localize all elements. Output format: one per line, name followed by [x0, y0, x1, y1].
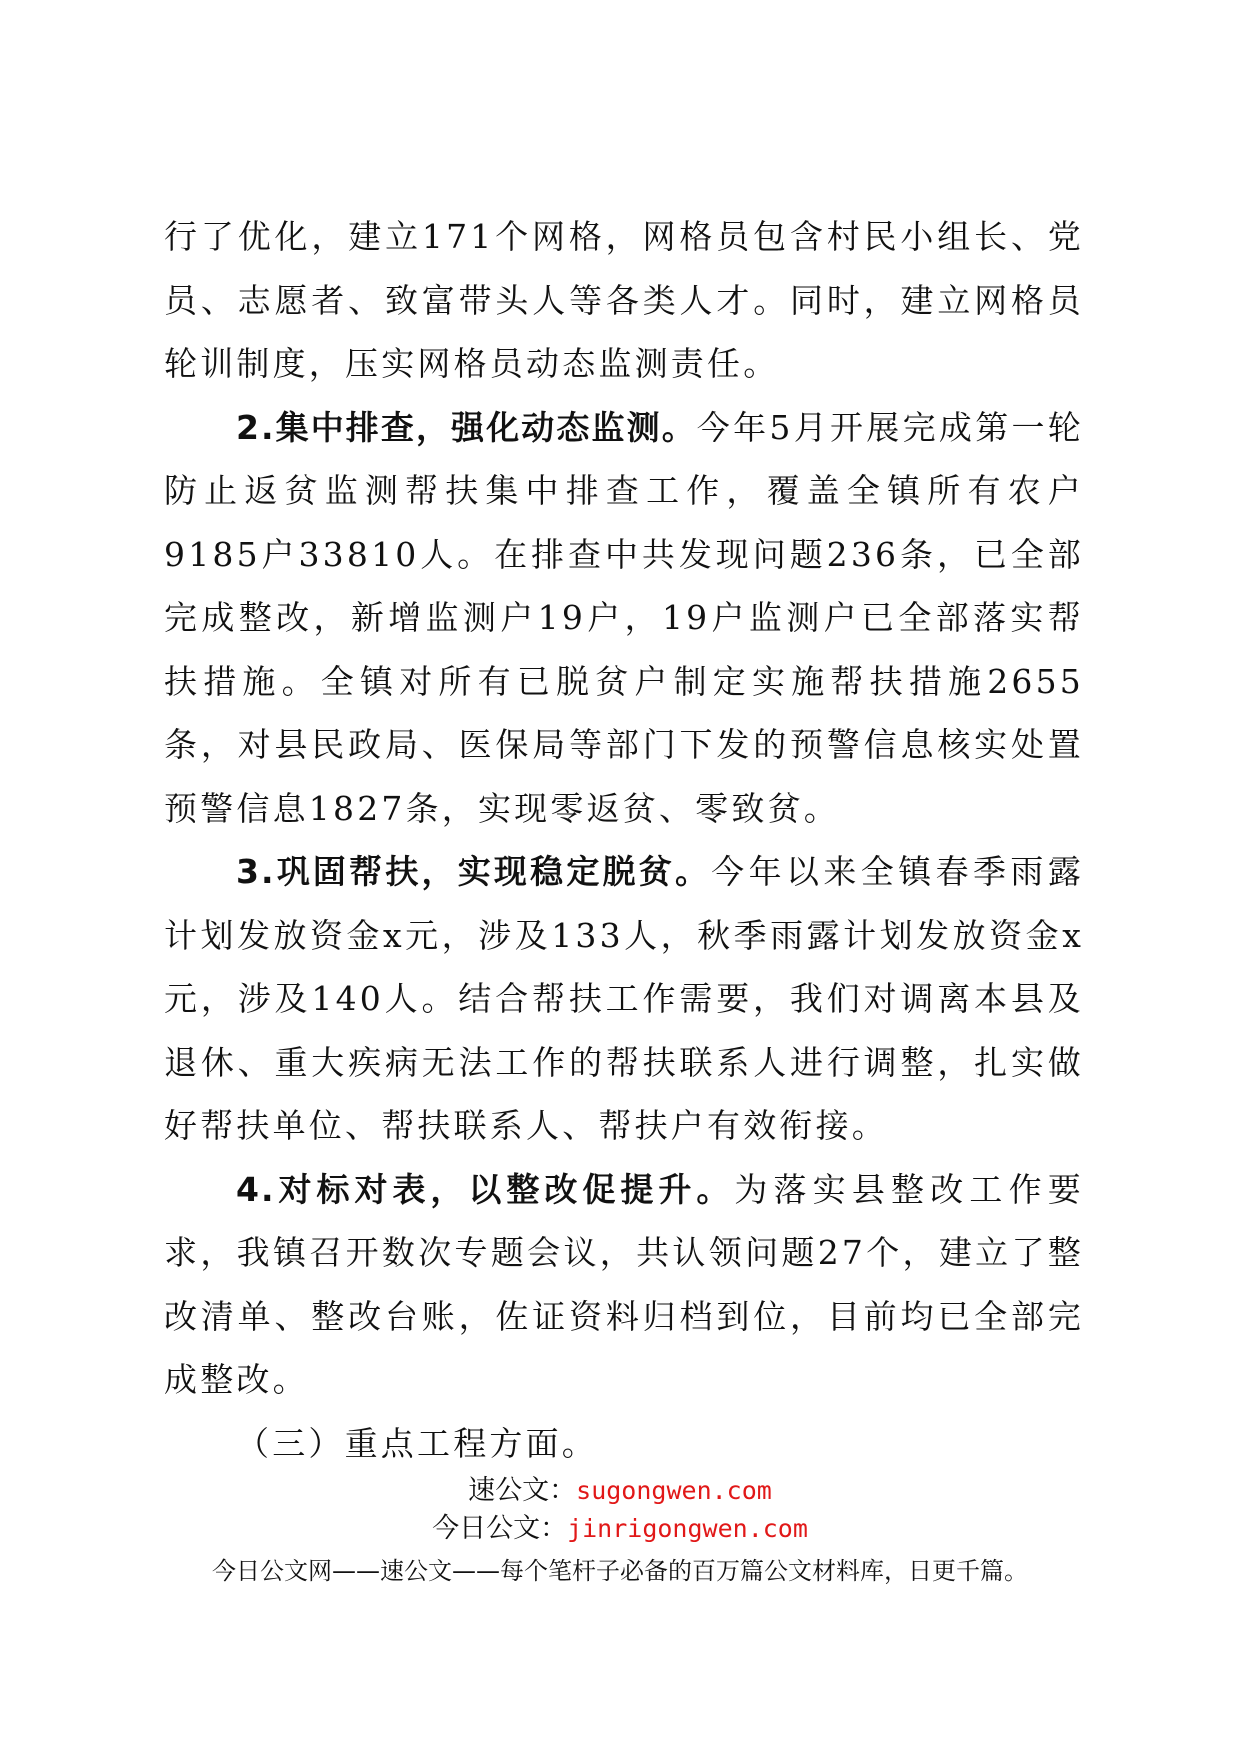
footer-label: 今日公文： [432, 1513, 568, 1544]
paragraph-text: 行了优化，建立171个网格，网格员包含村民小组长、党员、志愿者、致富带头人等各类人才。同时，建立网格员轮训制度，压实网格员动态监测责任。 [164, 217, 1084, 383]
paragraph-consolidate-assistance [164, 840, 1084, 1158]
footer-link-sugongwen[interactable]: sugongwen.com [576, 1476, 772, 1505]
paragraph-text: 为落实县整改工作要求，我镇召开数次专题会议，共认领问题27个，建立了整改清单、整改台账，佐证资料归档到位，目前均已全部完成整改。 [164, 1169, 1084, 1399]
footer-link-jinrigongwen[interactable]: jinrigongwen.com [567, 1514, 808, 1543]
paragraph-centralized-screening [164, 396, 1084, 841]
paragraph-heading: 4.对标对表，以整改促提升。 [236, 1169, 735, 1209]
footer-line-sugongwen [0, 1472, 1240, 1510]
document-body [164, 205, 1084, 1475]
footer-label: 速公文： [468, 1475, 577, 1506]
watermark-footer [0, 1472, 1240, 1588]
paragraph-heading: 2.集中排查，强化动态监测。 [236, 407, 697, 447]
paragraph-heading: 3.巩固帮扶，实现稳定脱贫。 [236, 852, 712, 891]
footer-line-jinrigongwen [0, 1510, 1240, 1548]
paragraph-text: 今年以来全镇春季雨露计划发放资金x元，涉及133人，秋季雨露计划发放资金x元，涉及140人。结合帮扶工作需要，我们对调离本县及退休、重大疾病无法工作的帮扶联系人进行调整，扎实做好帮扶单位、帮扶联系人、帮扶户有效衔接。 [164, 852, 1085, 1145]
footer-slogan: 今日公文网——速公文——每个笔杆子必备的百万篇公文材料库，日更千篇。 [212, 1557, 1028, 1585]
paragraph-continuation [164, 205, 1084, 396]
section-heading-key-projects: （三）重点工程方面。 [236, 1423, 598, 1463]
paragraph-text: 今年5月开展完成第一轮防止返贫监测帮扶集中排查工作，覆盖全镇所有农户9185户33810人。在排查中共发现问题236条，已全部完成整改，新增监测户19户，19户监测户已全部落实帮扶措施。全镇对所有已脱贫户制定实施帮扶措施2655条，对县民政局、医保局等部门下发的预警信息核实处置预警信息1827条，实现零返贫、零致贫。 [164, 407, 1084, 828]
paragraph-rectification [164, 1158, 1084, 1412]
